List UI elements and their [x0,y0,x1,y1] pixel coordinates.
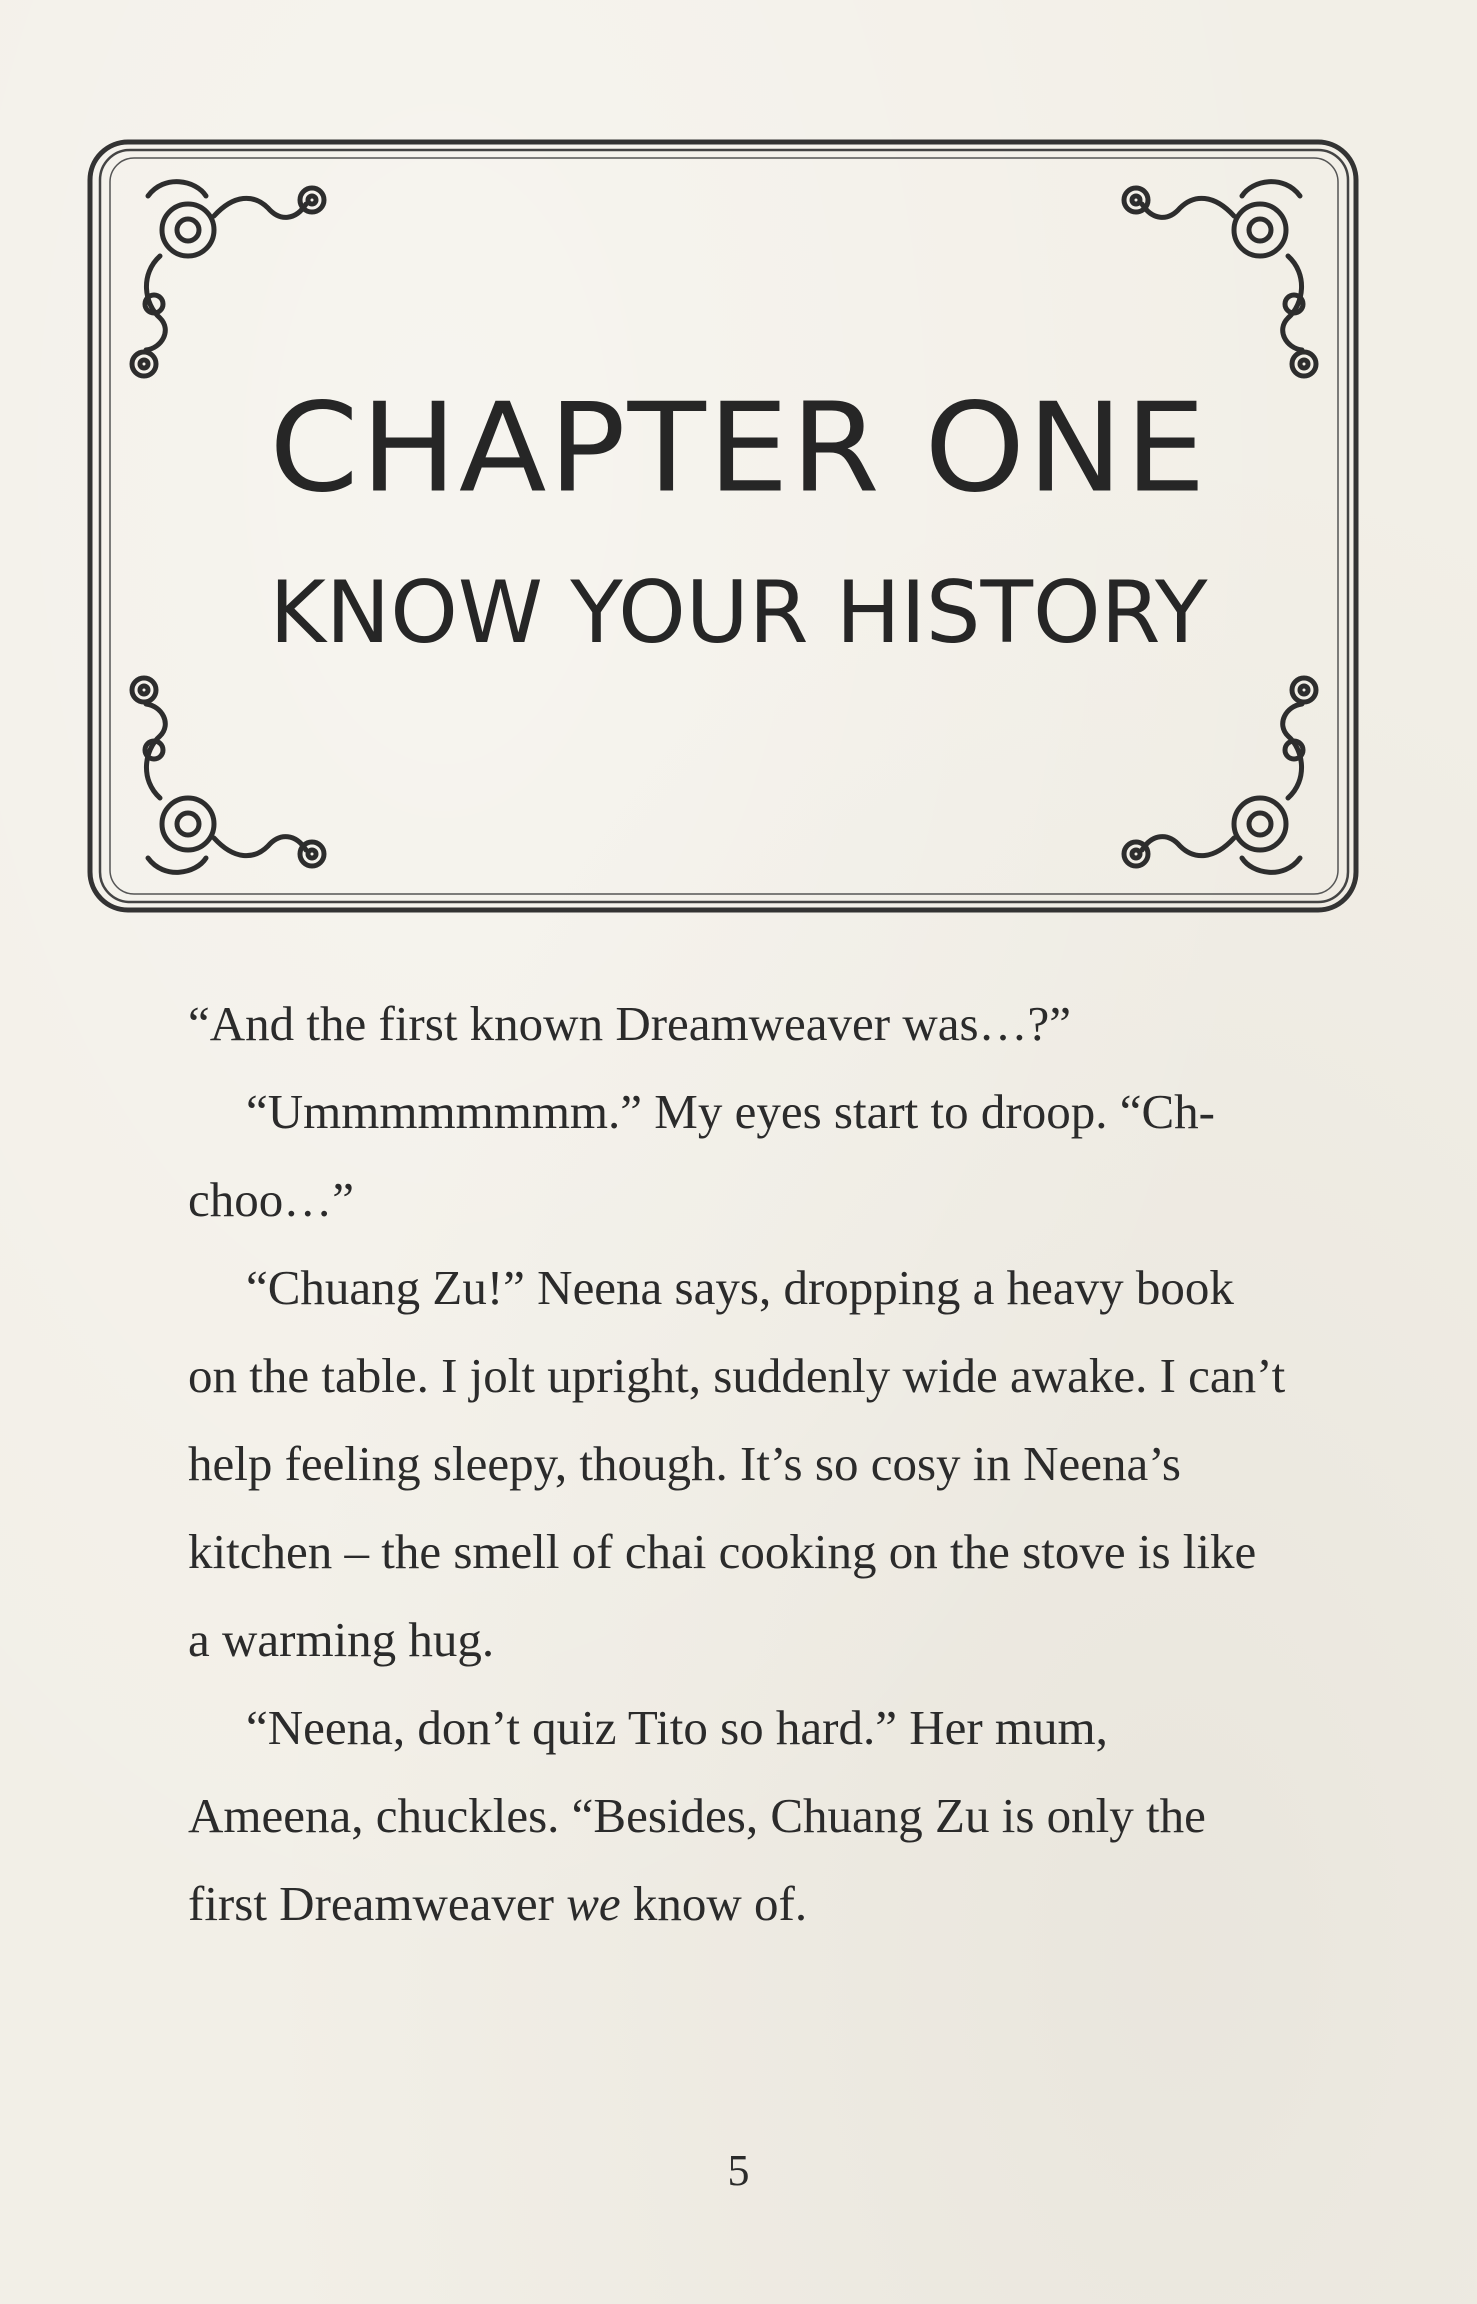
chapter-title: CHAPTER ONE [269,377,1208,521]
paragraph: “Chuang Zu!” Neena says, dropping a heavy book on the table. I jolt upright, suddenly wide awake. I can’t help feeling sleepy, though. It’s so cosy in Neena’s kitchen – the smell of chai cooking on the stove is like a warming hug. [188,1260,1286,1667]
paragraph-text: “Neena, don’t quiz Tito so hard.” Her mum, Ameena, chuckles. “Besides, Chuang Zu is only the first Dreamweaver [188,1700,1206,1931]
corner-flourish-bottom-right [1124,678,1316,872]
paragraph [188,1684,1288,1948]
corner-flourish-bottom-left [132,678,324,872]
paragraph: “And the first known Dreamweaver was…?” [188,996,1072,1051]
ornamental-border [84,134,1364,920]
corner-flourish-top-left [132,182,324,376]
emphasized-word: we [566,1876,621,1931]
chapter-body-text [188,980,1288,1948]
corner-flourish-top-right [1124,182,1316,376]
paragraph-text: know of. [620,1876,808,1931]
chapter-subtitle: KNOW YOUR HISTORY [269,563,1208,663]
chapter-heading-frame [84,134,1364,920]
page-number: 5 [727,2146,750,2195]
paragraph: “Ummmmmmmm.” My eyes start to droop. “Ch-choo…” [188,1084,1215,1227]
